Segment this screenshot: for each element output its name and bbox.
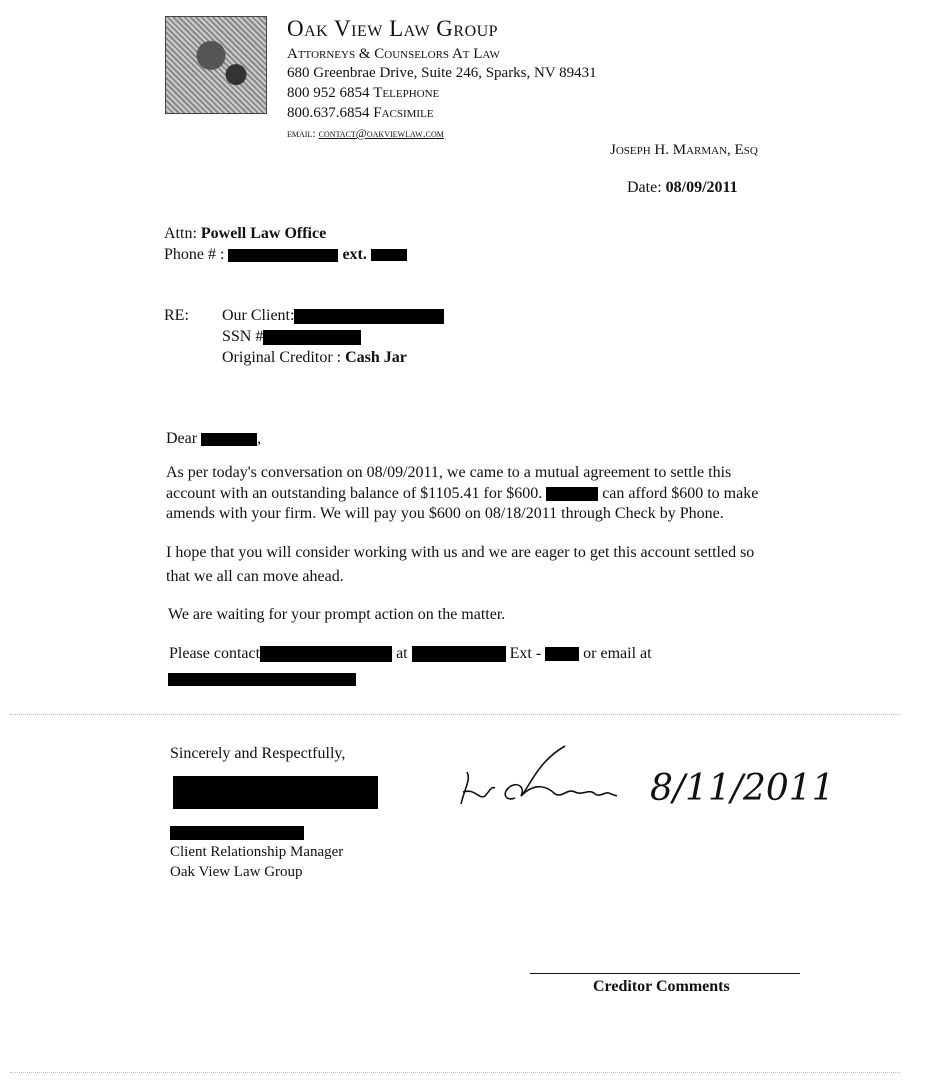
redaction-bar: [545, 647, 579, 661]
signature-stroke: [461, 772, 495, 804]
ssn-label: SSN #: [222, 328, 264, 345]
name-redaction: [170, 826, 304, 840]
contact-text-b: at: [396, 645, 408, 662]
signature-stroke: [505, 746, 617, 799]
facsimile-label: Facsimile: [373, 105, 434, 121]
firm-email: [287, 126, 444, 141]
attn-label: Attn:: [164, 225, 197, 242]
paragraph-1-line-1: As per today's conversation on 08/09/2011, we came to a mutual agreement to settle this: [166, 464, 732, 481]
contact-text-a: Please contact: [169, 645, 261, 662]
phone-line: [164, 246, 407, 264]
paragraph-3: We are waiting for your prompt action on the matter.: [168, 606, 506, 623]
date-label: Date:: [627, 179, 662, 196]
date-value: 08/09/2011: [665, 179, 738, 196]
contact-text-d: or email at: [583, 645, 652, 662]
contact-text-c: Ext -: [509, 645, 542, 662]
redaction-bar: [173, 776, 378, 809]
creditor-comments: Creditor Comments: [593, 978, 730, 995]
signer-redaction: [173, 776, 378, 809]
redaction-bar: [371, 249, 407, 261]
firm-logo: [165, 16, 267, 114]
handwritten-date: 8/11/2011: [650, 768, 835, 809]
sign-off: Sincerely and Respectfully,: [170, 745, 346, 762]
email-redaction: [168, 670, 356, 688]
creditor-label: Original Creditor :: [222, 349, 342, 366]
contact-line: [169, 645, 652, 663]
firm-address: 680 Greenbrae Drive, Suite 246, Sparks, NV 89431: [287, 65, 597, 81]
paragraph-1-line-2-a: account with an outstanding balance of $1105.41 for $600.: [166, 485, 543, 502]
redaction-bar: [168, 673, 356, 686]
firm-facsimile: [287, 105, 434, 122]
ssn-line: [222, 328, 361, 346]
comment-rule: [530, 973, 800, 974]
redaction-bar: [201, 433, 257, 446]
redaction-bar: [170, 826, 304, 840]
salutation: Dear ,: [166, 430, 262, 447]
paragraph-1-line-2-b: can afford $600 to make: [602, 485, 759, 502]
letter-date: [627, 179, 738, 197]
paragraph-1-line-3: amends with your firm. We will pay you $600 on 08/18/2011 through Check by Phone.: [166, 505, 724, 522]
dotted-divider: [10, 714, 900, 715]
client-label: Our Client:: [222, 307, 295, 324]
facsimile-number: 800.637.6854: [287, 105, 370, 121]
dotted-footer: [10, 1072, 900, 1073]
paragraph-2-line-1: I hope that you will consider working with us and we are eager to get this account settled so: [166, 544, 755, 561]
redaction-bar: [412, 646, 506, 662]
redaction-bar: [228, 249, 338, 262]
firm-tagline: Attorneys & Counselors At Law: [287, 46, 500, 62]
handwritten-signature: [455, 742, 835, 822]
signer-company: Oak View Law Group: [170, 864, 303, 880]
telephone-number: 800 952 6854: [287, 85, 370, 101]
client-line: [222, 307, 444, 325]
salutation-text: Dear: [166, 430, 198, 447]
attorney-name: Joseph H. Marman, Esq: [610, 142, 758, 158]
redaction-bar: [294, 309, 444, 324]
redaction-bar: [546, 487, 598, 501]
telephone-label: Telephone: [373, 85, 440, 101]
ext-label: ext.: [342, 246, 367, 263]
email-label: email:: [287, 126, 316, 140]
firm-telephone: [287, 85, 439, 102]
signer-title: Client Relationship Manager: [170, 844, 344, 860]
re-label: RE:: [164, 307, 189, 324]
redaction-bar: [263, 330, 361, 345]
phone-label: Phone # :: [164, 246, 225, 263]
attn-value: Powell Law Office: [200, 225, 327, 242]
email-link[interactable]: contact@oakviewlaw.com: [318, 126, 444, 140]
creditor-line: [222, 349, 407, 367]
paragraph-2-line-2: that we all can move ahead.: [166, 568, 344, 585]
firm-name: Oak View Law Group: [287, 16, 499, 41]
attn-line: [164, 225, 326, 243]
redaction-bar: [260, 646, 392, 662]
paragraph-1-line-2: [166, 485, 758, 503]
creditor-value: Cash Jar: [345, 349, 407, 366]
